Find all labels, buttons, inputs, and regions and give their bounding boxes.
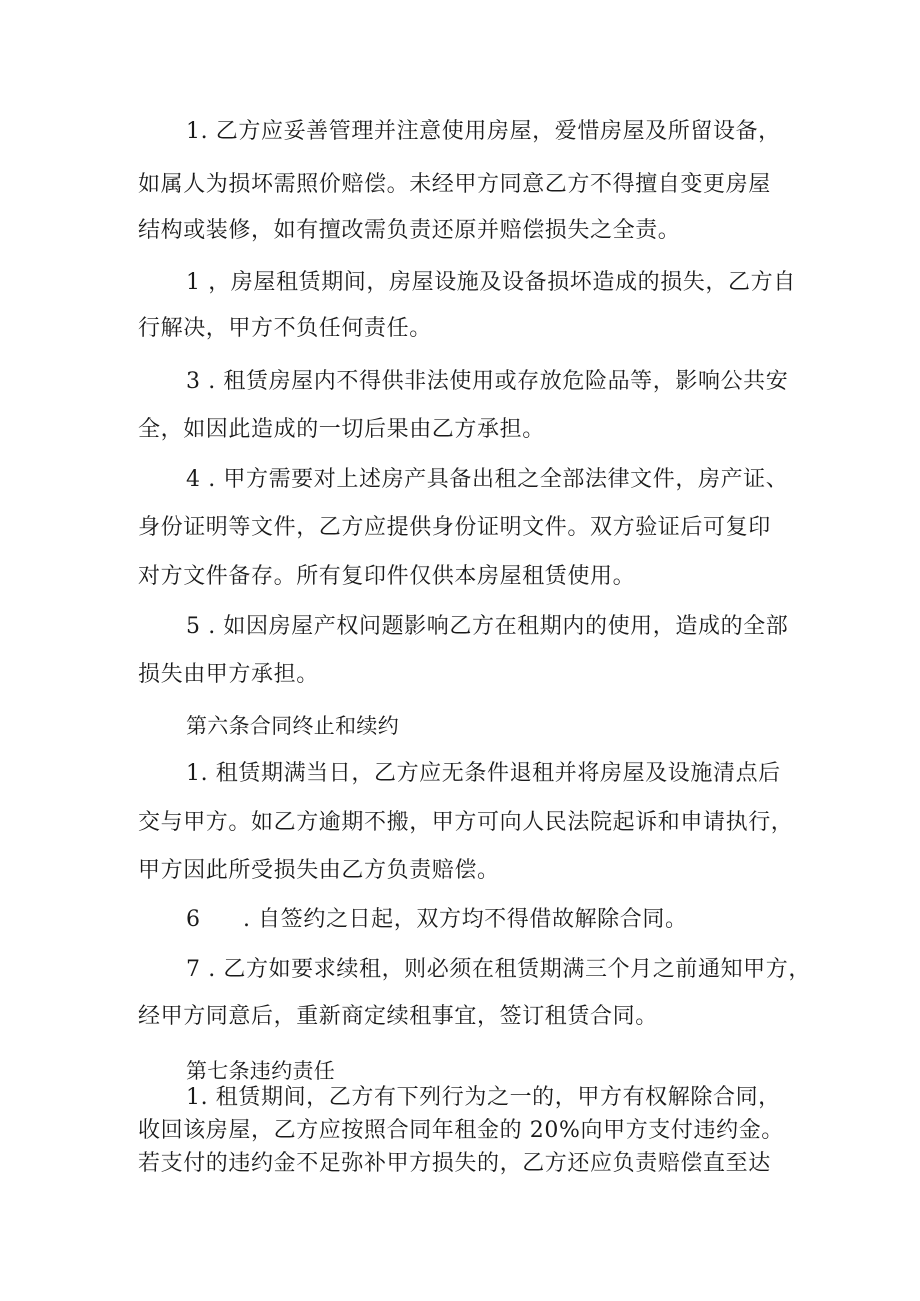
clause-1-line-1: 1. 乙方应妥善管理并注意使用房屋，爱惜房屋及所留设备， (186, 119, 781, 144)
clause-3-line-1: 3 . 租赁房屋内不得供非法使用或存放危险品等，影响公共安 (186, 369, 789, 394)
breach-clause-1-line-1: 1. 租赁期间，乙方有下列行为之一的，甲方有权解除合同， (186, 1085, 781, 1110)
clause-1-line-3: 结构或装修，如有擅改需负责还原并赔偿损失之全责。 (138, 218, 681, 243)
termination-clause-1-line-2: 交与甲方。如乙方逾期不搬，甲方可向人民法院起诉和申请执行， (138, 810, 794, 835)
section-heading-7: 第七条违约责任 (186, 1059, 336, 1083)
clause-5-line-1: 5 . 如因房屋产权问题影响乙方在租期内的使用，造成的全部 (186, 614, 789, 639)
clause-2-line-2: 行解决，甲方不负任何责任。 (138, 316, 432, 341)
clause-4-line-3: 对方文件备存。所有复印件仅供本房屋租赁使用。 (138, 564, 636, 589)
section-heading-6: 第六条合同终止和续约 (186, 714, 399, 738)
renewal-clause-line-2: 经甲方同意后，重新商定续租事宜，签订租赁合同。 (138, 1004, 658, 1029)
renewal-clause-line-1: 7 . 乙方如要求续租，则必须在租赁期满三个月之前通知甲方， (186, 957, 811, 982)
breach-clause-1-line-2: 收回该房屋，乙方应按照合同年租金的 20%向甲方支付违约金。 (138, 1118, 784, 1143)
clause-2-line-1: 1 ，房屋租赁期间，房屋设施及设备损坏造成的损失，乙方自 (186, 270, 796, 295)
termination-clause-1-line-1: 1. 租赁期满当日，乙方应无条件退租并将房屋及设施清点后 (186, 761, 781, 786)
termination-clause-1-line-3: 甲方因此所受损失由乙方负责赔偿。 (138, 858, 500, 883)
clause-5-line-2: 损失由甲方承担。 (138, 662, 319, 687)
clause-4-line-2: 身份证明等文件，乙方应提供身份证明文件。双方验证后可复印 (138, 515, 771, 540)
clause-1-line-2: 如属人为损坏需照价赔偿。未经甲方同意乙方不得擅自变更房屋 (138, 172, 771, 197)
clause-3-line-2: 全，如因此造成的一切后果由乙方承担。 (138, 417, 545, 442)
clause-4-line-1: 4 . 甲方需要对上述房产具备出租之全部法律文件，房产证、 (186, 467, 789, 492)
breach-clause-1-line-3: 若支付的违约金不足弥补甲方损失的，乙方还应负责赔偿直至达 (138, 1151, 771, 1176)
termination-clause-6-number: 6 (186, 907, 201, 932)
termination-clause-6-text: . 自签约之日起，双方均不得借故解除合同。 (243, 907, 688, 932)
